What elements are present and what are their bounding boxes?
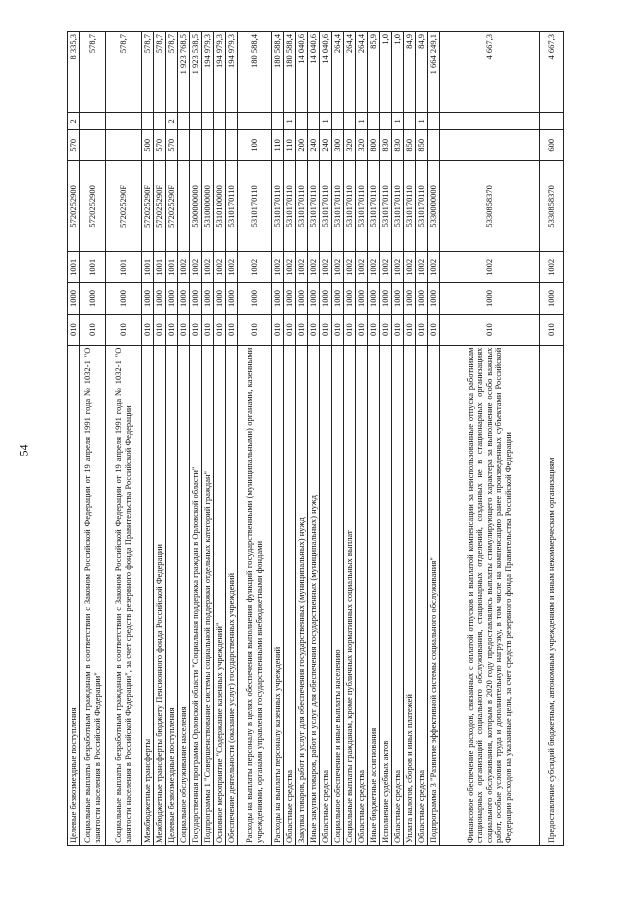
amount-cell: 194 979,3 (214, 32, 226, 113)
name-cell: Обеспечение деятельности (оказание услуг) государственных учреждений (226, 345, 238, 845)
expense-type-cell (214, 130, 226, 161)
target-article-cell (178, 161, 190, 252)
name-cell: Областные средства (320, 345, 332, 845)
section-code-cell: 1000 (238, 283, 272, 314)
source-code-cell: 2 (166, 113, 178, 130)
section-code-cell: 1000 (368, 283, 380, 314)
subsection-code-cell: 1001 (142, 252, 154, 283)
subsection-code-cell: 1002 (308, 252, 320, 283)
target-article-cell: 5310170110 (308, 161, 320, 252)
name-cell: Межбюджетные трансферты (142, 345, 154, 845)
amount-cell: 14 040,6 (296, 32, 308, 113)
glav-code-cell: 010 (440, 314, 540, 345)
subsection-code-cell: 1001 (80, 252, 106, 283)
glav-code-cell: 010 (344, 314, 356, 345)
subsection-code-cell: 1002 (344, 252, 356, 283)
source-code-cell (154, 113, 166, 130)
expense-type-cell: 100 (238, 130, 272, 161)
section-code-cell: 1000 (416, 283, 428, 314)
glav-code-cell: 010 (320, 314, 332, 345)
name-cell: Исполнение судебных актов (380, 345, 392, 845)
name-cell: Иные бюджетные ассигнования (368, 345, 380, 845)
amount-cell: 1 664 249,1 (428, 32, 440, 113)
subsection-code-cell: 1002 (214, 252, 226, 283)
expense-type-cell: 800 (368, 130, 380, 161)
expense-type-cell: 830 (380, 130, 392, 161)
expense-type-cell: 300 (332, 130, 344, 161)
amount-cell: 1 923 538,5 (190, 32, 202, 113)
subsection-code-cell: 1002 (428, 252, 440, 283)
subsection-code-cell: 1002 (284, 252, 296, 283)
expense-type-cell: 200 (296, 130, 308, 161)
glav-code-cell: 010 (296, 314, 308, 345)
expense-type-cell: 850 (416, 130, 428, 161)
name-cell: Социальные выплаты гражданам, кроме публичных нормативных социальных выплат (344, 345, 356, 845)
section-code-cell: 1000 (320, 283, 332, 314)
section-code-cell: 1000 (226, 283, 238, 314)
table-row (380, 32, 392, 846)
amount-cell: 14 040,6 (320, 32, 332, 113)
name-cell: Социальные выплаты безработным гражданам в соответствии с Законом Российской Федерации от 19 апреля 1991 года № 1032-1 "О занятости населения в Российской Федерации", за счет средств резервного фонда Правительства Российской Федерации (106, 345, 142, 845)
target-article-cell: 572025290F (106, 161, 142, 252)
subsection-code-cell: 1002 (416, 252, 428, 283)
subsection-code-cell: 1002 (202, 252, 214, 283)
glav-code-cell: 010 (332, 314, 344, 345)
target-article-cell: 5310170110 (272, 161, 284, 252)
section-code-cell: 1000 (190, 283, 202, 314)
expense-type-cell (226, 130, 238, 161)
section-code-cell: 1000 (178, 283, 190, 314)
section-code-cell: 1000 (308, 283, 320, 314)
name-cell: Целевые безвозмездные поступления (68, 345, 80, 845)
name-cell: Иные закупки товаров, работ и услуг для обеспечения государственных (муниципальных) нужд (308, 345, 320, 845)
target-article-cell: 5300000000 (190, 161, 202, 252)
source-code-cell (190, 113, 202, 130)
glav-code-cell: 010 (68, 314, 80, 345)
source-code-cell (238, 113, 272, 130)
target-article-cell: 572025290F (142, 161, 154, 252)
section-code-cell: 1000 (440, 283, 540, 314)
expense-type-cell (178, 130, 190, 161)
section-code-cell: 1000 (540, 283, 564, 314)
amount-cell: 8 335,3 (68, 32, 80, 113)
source-code-cell (440, 113, 540, 130)
budget-table-rotated (67, 31, 577, 846)
expense-type-cell: 110 (284, 130, 296, 161)
subsection-code-cell: 1002 (178, 252, 190, 283)
amount-cell: 578,7 (80, 32, 106, 113)
expense-type-cell: 320 (356, 130, 368, 161)
source-code-cell: 2 (68, 113, 80, 130)
target-article-cell: 5310170110 (392, 161, 404, 252)
target-article-cell: 5310170110 (320, 161, 332, 252)
target-article-cell: 5310170110 (416, 161, 428, 252)
source-code-cell: 1 (356, 113, 368, 130)
expense-type-cell: 830 (392, 130, 404, 161)
subsection-code-cell: 1002 (332, 252, 344, 283)
table-row (226, 32, 238, 846)
amount-cell: 85,9 (368, 32, 380, 113)
source-code-cell (142, 113, 154, 130)
table-row (308, 32, 320, 846)
target-article-cell: 572025290F (154, 161, 166, 252)
glav-code-cell: 010 (284, 314, 296, 345)
target-article-cell: 5310170110 (368, 161, 380, 252)
expense-type-cell: 320 (344, 130, 356, 161)
table-row (106, 32, 142, 846)
glav-code-cell: 010 (540, 314, 564, 345)
amount-cell: 84,9 (404, 32, 416, 113)
expense-type-cell: 570 (68, 130, 80, 161)
source-code-cell (296, 113, 308, 130)
table-row (214, 32, 226, 846)
name-cell: Целевые безвозмездные поступления (166, 345, 178, 845)
table-row (440, 32, 540, 846)
amount-cell: 4 667,3 (440, 32, 540, 113)
name-cell: Социальное обслуживание населения (178, 345, 190, 845)
target-article-cell: 5330858370 (540, 161, 564, 252)
source-code-cell (178, 113, 190, 130)
amount-cell: 1,0 (380, 32, 392, 113)
amount-cell: 578,7 (166, 32, 178, 113)
amount-cell: 264,4 (356, 32, 368, 113)
table-row (368, 32, 380, 846)
section-code-cell: 1000 (428, 283, 440, 314)
target-article-cell: 5310170110 (344, 161, 356, 252)
glav-code-cell: 010 (214, 314, 226, 345)
source-code-cell (202, 113, 214, 130)
subsection-code-cell: 1002 (226, 252, 238, 283)
expense-type-cell: 500 (142, 130, 154, 161)
amount-cell: 578,7 (142, 32, 154, 113)
source-code-cell (80, 113, 106, 130)
table-row (68, 32, 80, 846)
target-article-cell: 5310000000 (202, 161, 214, 252)
target-article-cell: 5720252900 (80, 161, 106, 252)
amount-cell: 180 588,4 (284, 32, 296, 113)
glav-code-cell: 010 (272, 314, 284, 345)
glav-code-cell: 010 (356, 314, 368, 345)
target-article-cell: 5310170110 (284, 161, 296, 252)
subsection-code-cell: 1001 (68, 252, 80, 283)
target-article-cell: 5310170110 (296, 161, 308, 252)
amount-cell: 84,9 (416, 32, 428, 113)
glav-code-cell: 010 (154, 314, 166, 345)
subsection-code-cell: 1002 (392, 252, 404, 283)
source-code-cell (308, 113, 320, 130)
source-code-cell: 1 (392, 113, 404, 130)
expense-type-cell (440, 130, 540, 161)
table-row (416, 32, 428, 846)
subsection-code-cell: 1002 (440, 252, 540, 283)
expense-type-cell: 110 (272, 130, 284, 161)
name-cell: Межбюджетные трансферты бюджету Пенсионного фонда Российской Федерации (154, 345, 166, 845)
section-code-cell: 1000 (332, 283, 344, 314)
amount-cell: 180 588,4 (238, 32, 272, 113)
source-code-cell (106, 113, 142, 130)
table-row (392, 32, 404, 846)
section-code-cell: 1000 (214, 283, 226, 314)
name-cell: Областные средства (284, 345, 296, 845)
table-row (238, 32, 272, 846)
target-article-cell: 5720252900 (68, 161, 80, 252)
section-code-cell: 1000 (272, 283, 284, 314)
subsection-code-cell: 1002 (356, 252, 368, 283)
glav-code-cell: 010 (190, 314, 202, 345)
expense-type-cell: 240 (308, 130, 320, 161)
expense-type-cell (428, 130, 440, 161)
amount-cell: 180 588,4 (272, 32, 284, 113)
source-code-cell: 1 (284, 113, 296, 130)
source-code-cell (428, 113, 440, 130)
subsection-code-cell: 1002 (238, 252, 272, 283)
target-article-cell: 5310170110 (226, 161, 238, 252)
table-row (178, 32, 190, 846)
table-row (190, 32, 202, 846)
target-article-cell: 5310170110 (404, 161, 416, 252)
section-code-cell: 1000 (80, 283, 106, 314)
amount-cell: 14 040,6 (308, 32, 320, 113)
subsection-code-cell: 1001 (154, 252, 166, 283)
subsection-code-cell: 1002 (404, 252, 416, 283)
table-row (202, 32, 214, 846)
expense-type-cell (202, 130, 214, 161)
subsection-code-cell: 1002 (190, 252, 202, 283)
table-row (356, 32, 368, 846)
section-code-cell: 1000 (142, 283, 154, 314)
section-code-cell: 1000 (296, 283, 308, 314)
name-cell: Областные средства (356, 345, 368, 845)
glav-code-cell: 010 (202, 314, 214, 345)
amount-cell: 4 667,3 (540, 32, 564, 113)
expense-type-cell: 570 (154, 130, 166, 161)
section-code-cell: 1000 (356, 283, 368, 314)
section-code-cell: 1000 (392, 283, 404, 314)
amount-cell: 578,7 (154, 32, 166, 113)
glav-code-cell: 010 (142, 314, 154, 345)
glav-code-cell: 010 (106, 314, 142, 345)
name-cell: Предоставление субсидий бюджетным, автономным учреждениям и иным некоммерческим организациям (540, 345, 564, 845)
name-cell: Расходы на выплаты персоналу казенных учреждений (272, 345, 284, 845)
source-code-cell (214, 113, 226, 130)
expense-type-cell (190, 130, 202, 161)
subsection-code-cell: 1002 (296, 252, 308, 283)
target-article-cell: 5310170110 (238, 161, 272, 252)
target-article-cell: 5310170110 (332, 161, 344, 252)
source-code-cell (272, 113, 284, 130)
target-article-cell: 5310100000 (214, 161, 226, 252)
name-cell: Закупка товаров, работ и услуг для обеспечения государственных (муниципальных) нужд (296, 345, 308, 845)
subsection-code-cell: 1002 (380, 252, 392, 283)
name-cell: Расходы на выплаты персоналу в целях обеспечения выполнения функций государственными (муниципальными) органами, казенными учреждениями, органами управления государственными внебюджетными фондами (238, 345, 272, 845)
section-code-cell: 1000 (284, 283, 296, 314)
table-row (296, 32, 308, 846)
amount-cell: 194 979,3 (202, 32, 214, 113)
budget-table (67, 31, 564, 846)
subsection-code-cell: 1002 (320, 252, 332, 283)
target-article-cell: 5310170110 (356, 161, 368, 252)
source-code-cell: 1 (416, 113, 428, 130)
section-code-cell: 1000 (68, 283, 80, 314)
name-cell: Социальные выплаты безработным гражданам в соответствии с Законом Российской Федерации от 19 апреля 1991 года № 1032-1 "О занятости населения в Российской Федерации" (80, 345, 106, 845)
table-row (428, 32, 440, 846)
expense-type-cell: 600 (540, 130, 564, 161)
amount-cell: 1 923 768,5 (178, 32, 190, 113)
name-cell: Финансовое обеспечение расходов, связанных с оплатой отпусков и выплатой компенсации за неиспользованные отпуска работникам стационарных организаций социального обслуживания, стационарных отделений, созданных не в стационарных организациях социального обслуживания, которым в 2020 году предоставлялись выплаты стимулирующего характера за выполнение особо важных работ, особые условия труда и дополнительную нагрузку, в том числе на компенсацию ранее произведенных субъектами Российской Федерации расходов на указанные цели, за счет средств резервного фонда Правительства Российской Федерации (440, 345, 540, 845)
section-code-cell: 1000 (106, 283, 142, 314)
name-cell: Подпрограмма 1 "Совершенствование системы социальной поддержки отдельных категорий граждан" (202, 345, 214, 845)
target-article-cell: 5310170110 (380, 161, 392, 252)
glav-code-cell: 010 (178, 314, 190, 345)
subsection-code-cell: 1002 (540, 252, 564, 283)
glav-code-cell: 010 (308, 314, 320, 345)
target-article-cell: 5330858370 (440, 161, 540, 252)
glav-code-cell: 010 (80, 314, 106, 345)
glav-code-cell: 010 (238, 314, 272, 345)
subsection-code-cell: 1001 (106, 252, 142, 283)
glav-code-cell: 010 (226, 314, 238, 345)
name-cell: Уплата налогов, сборов и иных платежей (404, 345, 416, 845)
table-row (332, 32, 344, 846)
glav-code-cell: 010 (380, 314, 392, 345)
expense-type-cell (80, 130, 106, 161)
source-code-cell: 1 (320, 113, 332, 130)
source-code-cell (404, 113, 416, 130)
section-code-cell: 1000 (202, 283, 214, 314)
section-code-cell: 1000 (154, 283, 166, 314)
glav-code-cell: 010 (428, 314, 440, 345)
name-cell: Областные средства (392, 345, 404, 845)
source-code-cell (344, 113, 356, 130)
subsection-code-cell: 1001 (166, 252, 178, 283)
source-code-cell (226, 113, 238, 130)
section-code-cell: 1000 (404, 283, 416, 314)
subsection-code-cell: 1002 (368, 252, 380, 283)
table-row (320, 32, 332, 846)
source-code-cell (332, 113, 344, 130)
subsection-code-cell: 1002 (272, 252, 284, 283)
expense-type-cell: 850 (404, 130, 416, 161)
table-row (166, 32, 178, 846)
amount-cell: 264,4 (332, 32, 344, 113)
table-row (272, 32, 284, 846)
name-cell: Государственная программа Орловской области "Социальная поддержка граждан в Орловской области" (190, 345, 202, 845)
amount-cell: 1,0 (392, 32, 404, 113)
expense-type-cell: 570 (166, 130, 178, 161)
table-row (154, 32, 166, 846)
source-code-cell (368, 113, 380, 130)
page-number: 54 (16, 444, 31, 457)
name-cell: Основное мероприятие "Содержание казенных учреждений" (214, 345, 226, 845)
section-code-cell: 1000 (166, 283, 178, 314)
table-row (344, 32, 356, 846)
table-row (284, 32, 296, 846)
target-article-cell: 5330000000 (428, 161, 440, 252)
section-code-cell: 1000 (344, 283, 356, 314)
expense-type-cell: 240 (320, 130, 332, 161)
amount-cell: 264,4 (344, 32, 356, 113)
source-code-cell (540, 113, 564, 130)
amount-cell: 578,7 (106, 32, 142, 113)
target-article-cell: 572025290F (166, 161, 178, 252)
name-cell: Областные средства (416, 345, 428, 845)
section-code-cell: 1000 (380, 283, 392, 314)
name-cell: Социальное обеспечение и иные выплаты населению (332, 345, 344, 845)
expense-type-cell (106, 130, 142, 161)
table-row (404, 32, 416, 846)
glav-code-cell: 010 (392, 314, 404, 345)
table-row (80, 32, 106, 846)
glav-code-cell: 010 (368, 314, 380, 345)
table-row (540, 32, 564, 846)
glav-code-cell: 010 (416, 314, 428, 345)
table-row (142, 32, 154, 846)
glav-code-cell: 010 (166, 314, 178, 345)
source-code-cell (380, 113, 392, 130)
glav-code-cell: 010 (404, 314, 416, 345)
name-cell: Подпрограмма 3 "Развитие эффективной системы социального обслуживания" (428, 345, 440, 845)
amount-cell: 194 979,3 (226, 32, 238, 113)
